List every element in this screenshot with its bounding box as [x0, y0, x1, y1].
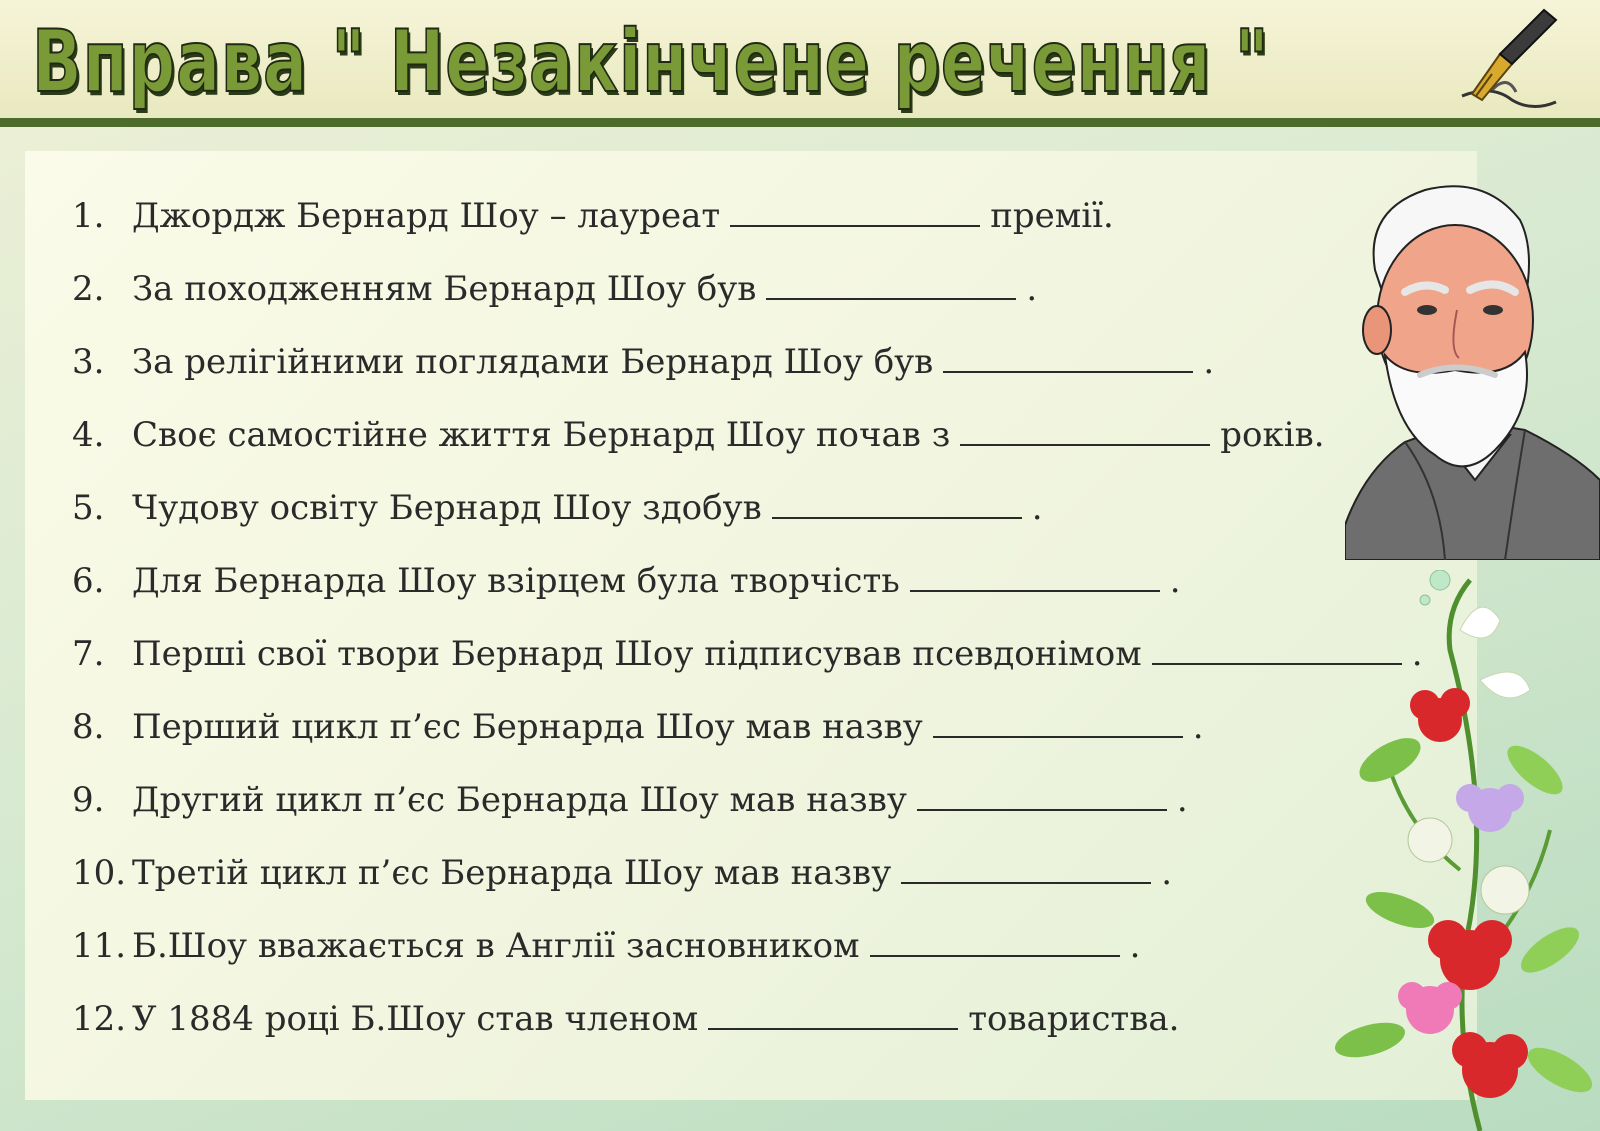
item-number: 11.	[72, 926, 127, 966]
sentence-end: .	[1129, 926, 1141, 966]
sentence-end: товариства.	[968, 999, 1180, 1039]
pen-icon	[1452, 4, 1562, 112]
sentence-end: премії.	[990, 196, 1114, 236]
sentence-end: .	[1161, 853, 1173, 893]
sentence-end: .	[1176, 780, 1188, 820]
item-number: 5.	[72, 488, 105, 528]
sentence-start: За походженням Бернард Шоу був	[132, 269, 757, 309]
sentence-start: Перші свої твори Бернард Шоу підписував псевдонімом	[132, 634, 1142, 674]
item-number: 3.	[72, 342, 105, 382]
answer-blank	[910, 560, 1160, 592]
sentence-end: .	[1203, 342, 1215, 382]
sentence-start: За релігійними поглядами Бернард Шоу був	[132, 342, 934, 382]
flowers-decoration	[1330, 570, 1600, 1131]
answer-blank	[772, 487, 1022, 519]
answer-blank	[708, 998, 958, 1030]
sentence-end: .	[1411, 634, 1423, 674]
header-divider	[0, 118, 1600, 127]
answer-blank	[901, 852, 1151, 884]
answer-blank	[960, 414, 1210, 446]
portrait-illustration	[1345, 180, 1600, 560]
answer-blank	[870, 925, 1120, 957]
sentence-start: Третій цикл п’єс Бернарда Шоу мав назву	[132, 853, 892, 893]
sentence-end: .	[1192, 707, 1204, 747]
item-number: 2.	[72, 269, 105, 309]
item-number: 7.	[72, 634, 105, 674]
sentence-end: .	[1031, 488, 1043, 528]
sentence-start: Джордж Бернард Шоу – лауреат	[132, 196, 721, 236]
sentence-start: Чудову освіту Бернард Шоу здобув	[132, 488, 762, 528]
item-number: 12.	[72, 999, 127, 1039]
answer-blank	[917, 779, 1167, 811]
page-title: Вправа " Незакінчене речення "	[32, 12, 1270, 112]
item-number: 8.	[72, 707, 105, 747]
sentence-start: Б.Шоу вважається в Англії засновником	[132, 926, 860, 966]
sentence-end: .	[1169, 561, 1181, 601]
item-number: 9.	[72, 780, 105, 820]
item-number: 6.	[72, 561, 105, 601]
answer-blank	[943, 341, 1193, 373]
sentence-start: Перший цикл п’єс Бернарда Шоу мав назву	[132, 707, 923, 747]
sentence-end: років.	[1220, 415, 1325, 455]
sentence-start: У 1884 році Б.Шоу став членом	[132, 999, 699, 1039]
sentence-start: Для Бернарда Шоу взірцем була творчість	[132, 561, 900, 601]
sentence-start: Другий цикл п’єс Бернарда Шоу мав назву	[132, 780, 907, 820]
sentence-end: .	[1026, 269, 1038, 309]
item-number: 4.	[72, 415, 105, 455]
item-number: 1.	[72, 196, 105, 236]
sentence-start: Своє самостійне життя Бернард Шоу почав з	[132, 415, 951, 455]
answer-blank	[730, 195, 980, 227]
answer-blank	[933, 706, 1183, 738]
answer-blank	[766, 268, 1016, 300]
item-number: 10.	[72, 853, 127, 893]
